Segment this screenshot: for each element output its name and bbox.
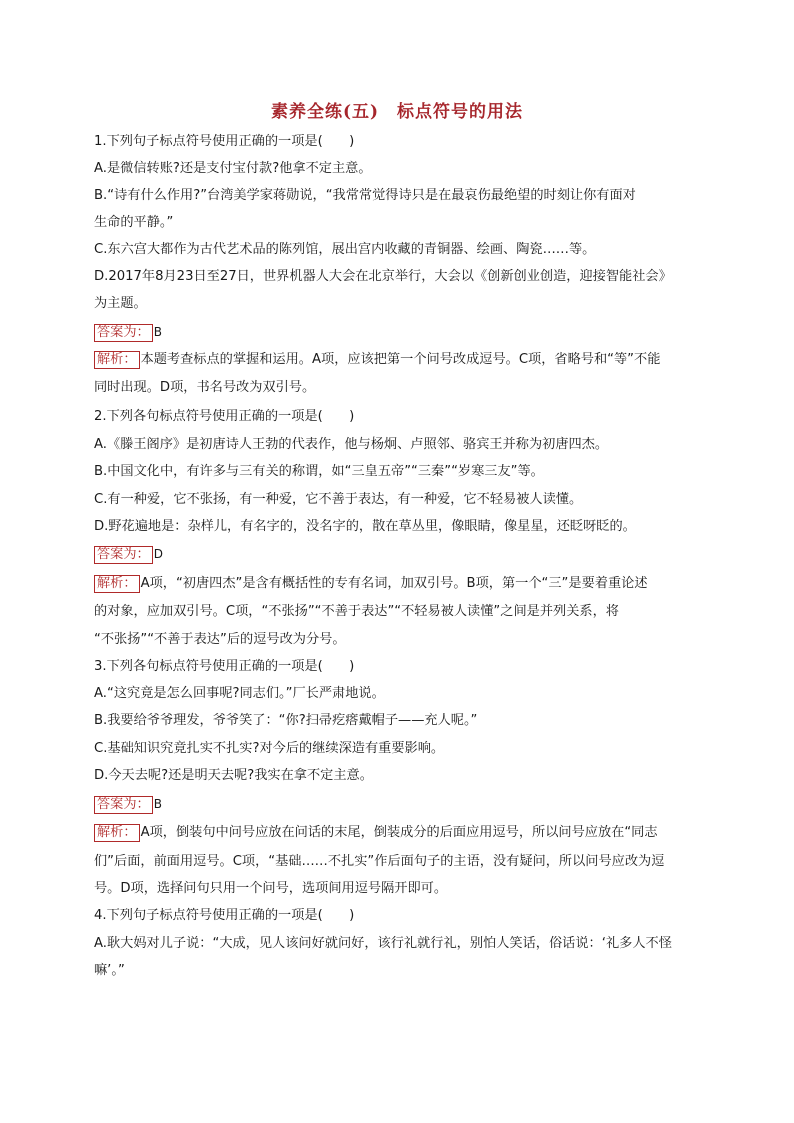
- analysis-text: A项，倒装句中问号应放在问话的末尾，倒装成分的后面应用逗号，所以问号应放在“同志: [140, 825, 658, 840]
- question-2-stem: 2.下列各句标点符号使用正确的一项是( ): [94, 409, 355, 424]
- question-2-option-a: A.《滕王阁序》是初唐诗人王勃的代表作，他与杨炯、卢照邻、骆宾王并称为初唐四杰。: [94, 437, 609, 452]
- question-3-option-c: C.基础知识究竟扎实不扎实?对今后的继续深造有重要影响。: [94, 741, 445, 756]
- answer-label: 答案为：: [94, 796, 153, 814]
- page-title: 素养全练(五) 标点符号的用法: [270, 102, 524, 122]
- question-3-option-b: B.我要给爷爷理发，爷爷笑了：“你?扫帚疙瘩戴帽子——充人呢。”: [94, 713, 478, 728]
- analysis-text: 本题考查标点的掌握和运用。A项，应该把第一个问号改成逗号。C项，省略号和“等”不能: [140, 352, 661, 367]
- analysis-label: 解析：: [94, 575, 140, 593]
- question-2-answer: [94, 545, 163, 564]
- question-1-option-d-line2: 为主题。: [94, 296, 147, 311]
- question-2-analysis-line3: “不张扬”“不善于表达”后的逗号改为分号。: [94, 632, 346, 647]
- question-4-stem: 4.下列句子标点符号使用正确的一项是( ): [94, 908, 355, 923]
- question-3-option-a: A.“这究竟是怎么回事呢?同志们。”厂长严肃地说。: [94, 686, 385, 701]
- question-2-option-c: C.有一种爱，它不张扬，有一种爱，它不善于表达，有一种爱，它不轻易被人读懂。: [94, 492, 583, 507]
- answer-value: B: [153, 797, 162, 811]
- question-2-option-d: D.野花遍地是：杂样儿，有名字的，没名字的，散在草丛里，像眼睛，像星星，还眨呀眨的。: [94, 519, 636, 534]
- question-1-option-a: A.是微信转账?还是支付宝付款?他拿不定主意。: [94, 161, 372, 176]
- answer-label: 答案为：: [94, 324, 153, 342]
- question-2-analysis-line1: [94, 575, 648, 593]
- question-1-option-d-line1: D.2017年8月23日至27日，世界机器人大会在北京举行，大会以《创新创业创造，迎接智能社会》: [94, 269, 672, 284]
- answer-label: 答案为：: [94, 546, 153, 564]
- question-3-analysis-line2: 们”后面，前面用逗号。C项，“基础……不扎实”作后面句子的主语，没有疑问，所以问号应改为逗: [94, 854, 665, 869]
- answer-value: D: [153, 547, 163, 561]
- question-2-option-b: B.中国文化中，有许多与三有关的称谓，如“三皇五帝”“三秦”“岁寒三友”等。: [94, 464, 544, 479]
- question-1-answer: [94, 323, 162, 342]
- question-4-option-a-line1: A.耿大妈对儿子说：“大成，见人该问好就问好，该行礼就行礼，别怕人笑话，俗话说：‘礼多人不怪: [94, 936, 672, 951]
- question-2-analysis-line2: 的对象，应加双引号。C项，“不张扬”“不善于表达”“不轻易被人读懂”之间是并列关系，将: [94, 604, 619, 619]
- question-4-option-a-line2: 嘛’。”: [94, 963, 125, 978]
- question-1-analysis-line2: 同时出现。D项，书名号改为双引号。: [94, 380, 316, 395]
- question-3-analysis-line1: [94, 824, 658, 842]
- question-1-option-b-line2: 生命的平静。”: [94, 215, 174, 230]
- question-1-analysis-line1: [94, 351, 660, 369]
- question-1-option-b-line1: B.“诗有什么作用?”台湾美学家蒋勋说，“我常常觉得诗只是在最哀伤最绝望的时刻让你有面对: [94, 188, 636, 203]
- answer-value: B: [153, 325, 162, 339]
- question-1-option-c: C.东六宫大都作为古代艺术品的陈列馆，展出宫内收藏的青铜器、绘画、陶瓷……等。: [94, 242, 596, 257]
- question-3-analysis-line3: 号。D项，选择问句只用一个问号，选项间用逗号隔开即可。: [94, 881, 448, 896]
- question-1-stem: 1.下列句子标点符号使用正确的一项是( ): [94, 134, 355, 149]
- question-3-option-d: D.今天去呢?还是明天去呢?我实在拿不定主意。: [94, 768, 373, 783]
- question-3-stem: 3.下列各句标点符号使用正确的一项是( ): [94, 659, 355, 674]
- analysis-label: 解析：: [94, 351, 140, 369]
- analysis-text: A项，“初唐四杰”是含有概括性的专有名词，加双引号。B项，第一个“三”是要着重论述: [140, 576, 648, 591]
- analysis-label: 解析：: [94, 824, 140, 842]
- question-3-answer: [94, 795, 162, 814]
